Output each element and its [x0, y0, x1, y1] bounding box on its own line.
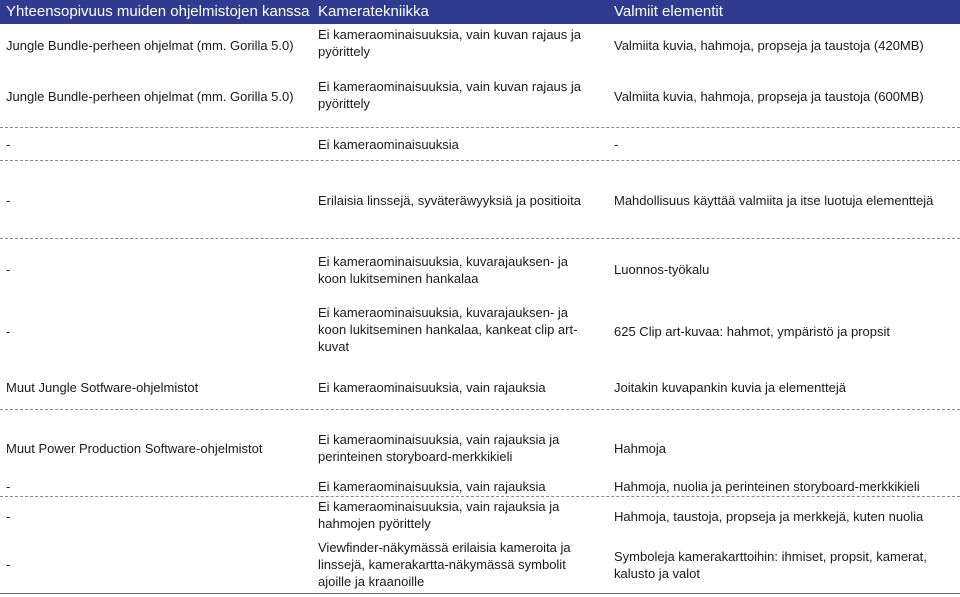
- cell-elements: Symboleja kamerakarttoihin: ihmiset, propsit, kamerat, kalusto ja valot: [614, 549, 927, 581]
- table-bottom-border: [0, 593, 960, 594]
- cell-camera: Erilaisia linssejä, syväteräwyyksiä ja positioita: [318, 193, 581, 208]
- cell-compatibility: Muut Jungle Sotfware-ohjelmistot: [6, 380, 199, 395]
- cell-compatibility: -: [6, 324, 11, 339]
- cell-elements: Valmiita kuvia, hahmoja, propseja ja taustoja (420MB): [614, 38, 924, 53]
- cell-compatibility: -: [6, 193, 11, 208]
- cell-elements: Hahmoja, nuolia ja perinteinen storyboard-merkkikieli: [614, 479, 920, 494]
- cell-camera: Ei kameraominaisuuksia, vain kuvan rajaus ja pyörittely: [318, 79, 582, 111]
- cell-compatibility: -: [6, 137, 11, 152]
- header-compatibility: Yhteensopivuus muiden ohjelmistojen kanssa: [6, 3, 310, 20]
- cell-compatibility: -: [6, 479, 11, 494]
- row-separator: [0, 409, 960, 410]
- cell-camera: Ei kameraominaisuuksia, vain rajauksia ja perinteinen storyboard-merkkikieli: [318, 432, 560, 464]
- cell-elements: Luonnos-työkalu: [614, 262, 710, 277]
- header-camera-technology: Kameratekniikka: [318, 3, 429, 20]
- cell-compatibility: Jungle Bundle-perheen ohjelmat (mm. Gorilla 5.0): [6, 38, 294, 53]
- cell-elements: Mahdollisuus käyttää valmiita ja itse luotuja elementtejä: [614, 193, 934, 208]
- cell-elements: Hahmoja: [614, 441, 667, 456]
- cell-camera: Ei kameraominaisuuksia, vain rajauksia ja hahmojen pyörittely: [318, 499, 560, 531]
- cell-elements: -: [614, 137, 619, 152]
- cell-elements: Joitakin kuvapankin kuvia ja elementtejä: [614, 380, 846, 395]
- cell-camera: Viewfinder-näkymässä erilaisia kameroita ja linssejä, kamerakartta-näkymässä symbolit ajoille ja kraanoille: [318, 540, 571, 589]
- row-separator: [0, 496, 960, 497]
- cell-compatibility: -: [6, 262, 11, 277]
- row-separator: [0, 127, 960, 128]
- cell-camera: Ei kameraominaisuuksia, vain rajauksia: [318, 479, 546, 494]
- cell-camera: Ei kameraominaisuuksia, vain kuvan rajaus ja pyörittely: [318, 27, 582, 59]
- cell-compatibility: -: [6, 509, 11, 524]
- cell-camera: Ei kameraominaisuuksia, vain rajauksia: [318, 380, 546, 395]
- cell-camera: Ei kameraominaisuuksia, kuvarajauksen- ja koon lukitseminen hankalaa: [318, 254, 569, 286]
- cell-camera: Ei kameraominaisuuksia, kuvarajauksen- ja koon lukitseminen hankalaa, kankeat clip art-kuvat: [318, 305, 578, 354]
- cell-compatibility: Muut Power Production Software-ohjelmistot: [6, 441, 263, 456]
- row-separator: [0, 238, 960, 239]
- cell-elements: Valmiita kuvia, hahmoja, propseja ja taustoja (600MB): [614, 89, 924, 104]
- row-separator: [0, 160, 960, 161]
- cell-camera: Ei kameraominaisuuksia: [318, 137, 459, 152]
- cell-elements: 625 Clip art-kuvaa: hahmot, ympäristö ja propsit: [614, 324, 891, 339]
- table-header: [0, 0, 960, 24]
- header-ready-elements: Valmiit elementit: [614, 3, 723, 20]
- cell-compatibility: -: [6, 557, 11, 572]
- cell-elements: Hahmoja, taustoja, propseja ja merkkejä, kuten nuolia: [614, 509, 924, 524]
- cell-compatibility: Jungle Bundle-perheen ohjelmat (mm. Gorilla 5.0): [6, 89, 294, 104]
